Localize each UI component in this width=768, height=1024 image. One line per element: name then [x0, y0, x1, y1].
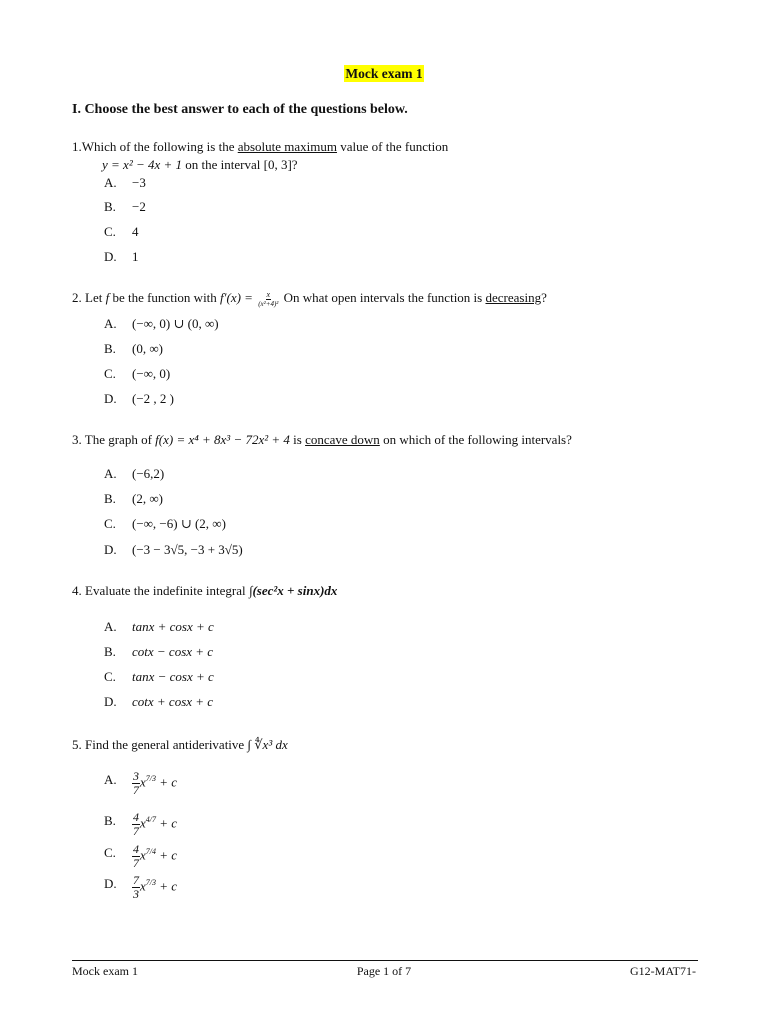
- footer-page-number: Page 1 of 7: [356, 964, 412, 978]
- q4-option-d[interactable]: [0, 694, 768, 710]
- option-value: cotx + cosx + c: [132, 694, 214, 709]
- option-value: (−6,2): [132, 466, 165, 481]
- option-tail: + c: [156, 847, 178, 863]
- coef-fraction: [132, 843, 140, 870]
- option-value: (−∞, 0): [132, 366, 171, 381]
- exponent: 7/4: [145, 847, 157, 857]
- option-label: D.: [104, 694, 117, 709]
- coef-den: 7: [133, 824, 139, 838]
- q2-text-mid: be the function with: [109, 290, 221, 305]
- coef-num: 4: [133, 810, 139, 824]
- q5-option-d[interactable]: [0, 874, 768, 904]
- q1-option-d[interactable]: [0, 249, 768, 265]
- question-3-text: [72, 433, 572, 446]
- q2-option-b[interactable]: [0, 341, 768, 357]
- option-label: A.: [104, 175, 117, 190]
- question-5-text: [72, 738, 288, 751]
- coef-den: 7: [133, 783, 139, 797]
- footer-left: Mock exam 1: [72, 964, 138, 978]
- q1-option-a[interactable]: [0, 175, 768, 191]
- option-label: C.: [104, 224, 116, 239]
- option-label: C.: [104, 366, 116, 381]
- q3-option-a[interactable]: [0, 466, 768, 482]
- q1-underlined: absolute maximum: [237, 139, 338, 154]
- coef-fraction: [132, 770, 140, 797]
- q2-frac-den: (x²+4)²: [258, 299, 279, 308]
- exponent: 7/3: [145, 774, 157, 784]
- q5-option-c[interactable]: [0, 843, 768, 873]
- coef-num: 4: [133, 842, 139, 856]
- option-label: D.: [104, 391, 117, 406]
- q1-equation: y = x² − 4x + 1: [102, 157, 183, 172]
- question-2-text: [72, 288, 547, 309]
- question-1-equation: [102, 158, 298, 171]
- q5-option-b[interactable]: [0, 811, 768, 841]
- question-1-text: [72, 140, 448, 153]
- exponent: 4/7: [145, 815, 157, 825]
- option-tail: + c: [156, 878, 178, 894]
- option-label: A.: [104, 316, 117, 331]
- q2-text-pre: 2. Let: [72, 290, 106, 305]
- q3-equation: f(x) = x⁴ + 8x³ − 72x² + 4: [155, 432, 290, 447]
- option-value: −3: [132, 175, 146, 190]
- option-tail: + c: [156, 774, 178, 790]
- q3-option-b[interactable]: [0, 491, 768, 507]
- option-value: 4: [132, 224, 139, 239]
- q1-text-pre: 1.Which of the following is the: [72, 139, 238, 154]
- q2-option-a[interactable]: [0, 316, 768, 332]
- option-label: B.: [104, 341, 116, 356]
- option-value: $\frac{4}{7}$ $x^{7/4} + c$: [133, 842, 178, 870]
- q2-text-post: On what open intervals the function is: [280, 290, 486, 305]
- title-highlight: Mock exam 1: [345, 66, 423, 81]
- q5-integral: ∫ ∜x³ dx: [247, 737, 288, 752]
- q5-option-a[interactable]: [0, 770, 768, 800]
- option-label: D.: [104, 876, 117, 891]
- q3-text-post: on which of the following intervals?: [379, 432, 572, 447]
- q4-option-b[interactable]: [0, 644, 768, 660]
- option-label: B.: [104, 491, 116, 506]
- option-label: A.: [104, 466, 117, 481]
- q4-text-pre: 4. Evaluate the indefinite integral: [72, 583, 249, 598]
- option-value: (−∞, −6) ∪ (2, ∞): [132, 516, 226, 531]
- option-value: tanx + cosx + c: [132, 619, 214, 634]
- exam-title: [0, 67, 768, 81]
- option-label: C.: [104, 516, 116, 531]
- option-label: B.: [104, 644, 116, 659]
- option-value: (−3 − 3√5, −3 + 3√5): [132, 542, 243, 557]
- option-label: A.: [104, 772, 117, 787]
- option-label: B.: [104, 199, 116, 214]
- q2-option-c[interactable]: [0, 366, 768, 382]
- q5-text-pre: 5. Find the general antiderivative: [72, 737, 248, 752]
- q1-text-post: value of the function: [337, 139, 449, 154]
- q2-frac-num: x: [266, 289, 271, 299]
- coef-den: 7: [133, 856, 139, 870]
- q1-interval: on the interval [0, 3]?: [182, 157, 298, 172]
- option-label: A.: [104, 619, 117, 634]
- option-value: (0, ∞): [132, 341, 163, 356]
- option-value: $\frac{3}{7}$ $x^{7/3} + c$: [133, 769, 178, 797]
- q2-option-d[interactable]: [0, 391, 768, 407]
- option-value: $\frac{7}{3}$ $x^{7/3} + c$: [133, 873, 178, 901]
- question-4-text: [72, 584, 337, 597]
- q1-option-b[interactable]: [0, 199, 768, 215]
- option-value: (2, ∞): [132, 491, 163, 506]
- q2-fprime: f′(x) =: [220, 290, 253, 305]
- coef-den: 3: [133, 887, 139, 901]
- q3-underlined: concave down: [305, 432, 380, 447]
- option-value: (−2 , 2 ): [132, 391, 174, 406]
- coef-num: 3: [133, 769, 139, 783]
- option-value: $\frac{4}{7}$ $x^{4/7} + c$: [133, 810, 178, 838]
- coef-fraction: [132, 811, 140, 838]
- option-value: −2: [132, 199, 146, 214]
- q2-f: f: [105, 290, 110, 305]
- q3-option-d[interactable]: [0, 542, 768, 558]
- option-value: (−∞, 0) ∪ (0, ∞): [132, 316, 219, 331]
- option-label: C.: [104, 845, 116, 860]
- q2-fraction: [258, 290, 278, 309]
- option-label: D.: [104, 542, 117, 557]
- footer-divider: [72, 960, 698, 961]
- q2-underlined: decreasing: [485, 290, 542, 305]
- option-tail: + c: [156, 815, 178, 831]
- option-label: D.: [104, 249, 117, 264]
- section-heading: I. Choose the best answer to each of the questions below.: [72, 102, 408, 117]
- option-value: 1: [132, 249, 139, 264]
- coef-num: 7: [133, 873, 139, 887]
- option-value: tanx − cosx + c: [132, 669, 214, 684]
- q1-option-c[interactable]: [0, 224, 768, 240]
- q2-text-end: ?: [541, 290, 547, 305]
- option-value: cotx − cosx + c: [132, 644, 214, 659]
- option-label: B.: [104, 813, 116, 828]
- q4-integral: ∫(sec²x + sinx)dx: [248, 583, 338, 598]
- option-label: C.: [104, 669, 116, 684]
- q3-text-pre: 3. The graph of: [72, 432, 156, 447]
- coef-fraction: [132, 874, 140, 901]
- q4-option-c[interactable]: [0, 669, 768, 685]
- exponent: 7/3: [145, 878, 157, 888]
- q4-option-a[interactable]: [0, 619, 768, 635]
- q3-text-mid: is: [289, 432, 306, 447]
- footer-right: G12-MAT71-: [630, 964, 696, 978]
- q3-option-c[interactable]: [0, 516, 768, 532]
